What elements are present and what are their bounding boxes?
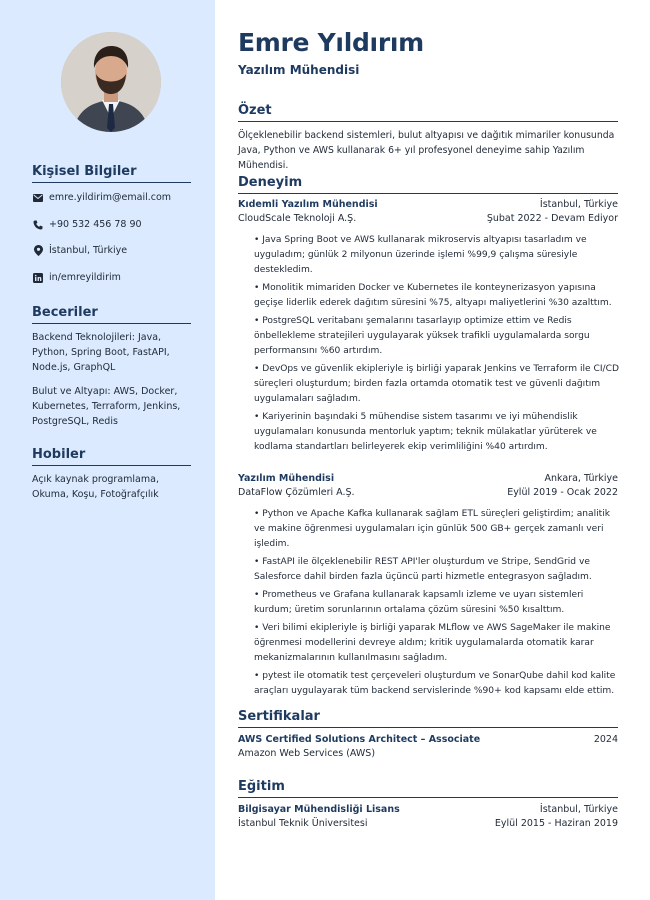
edu-school: İstanbul Teknik Üniversitesi xyxy=(238,818,368,829)
summary-text: Ölçeklenebilir backend sistemleri, bulut altyapısı ve dağıtık mimariler konusunda Java, Python ve AWS kullanarak 6+ yıl profesyonel deneyime sahip Yazılım Mühendisi. xyxy=(238,130,615,171)
skills-section xyxy=(32,305,191,429)
contact-title: Kişisel Bilgiler xyxy=(32,164,191,183)
mail-icon xyxy=(32,192,44,204)
contact-location-text: İstanbul, Türkiye xyxy=(49,245,128,256)
cert-header xyxy=(238,734,618,745)
contact-phone[interactable] xyxy=(32,218,142,231)
experience-title: Deneyim xyxy=(238,175,618,194)
job-subheader xyxy=(238,487,618,498)
job-header xyxy=(238,199,618,210)
edu-degree: Bilgisayar Mühendisliği Lisans xyxy=(238,804,400,815)
phone-icon xyxy=(32,219,44,231)
job-bullet: • pytest ile otomatik test çerçeveleri oluşturdum ve SonarQube dahil kod kalite araçları uygulayarak tüm backend servislerinde %90+ kod kapsamı elde ettim. xyxy=(254,671,616,696)
skills-title: Beceriler xyxy=(32,305,191,324)
hobbies-text: Açık kaynak programlama, Okuma, Koşu, Fotoğrafçılık xyxy=(32,474,159,500)
skill-item: Bulut ve Altyapı: AWS, Docker, Kubernetes, Terraform, Jenkins, PostgreSQL, Redis xyxy=(32,386,181,427)
cert-issuer: Amazon Web Services (AWS) xyxy=(238,748,376,759)
contact-linkedin-text: in/emreyildirim xyxy=(49,272,121,283)
job-bullet: • Prometheus ve Grafana kullanarak kapsamlı izleme ve uyarı sistemleri kurdum; üretim sorunlarının ortalama çözüm süresini %50 kısalttım. xyxy=(254,590,584,615)
job-bullet: • FastAPI ile ölçeklenebilir REST API'ler oluşturdum ve Stripe, SendGrid ve Salesforce dahil birden fazla üçüncü parti hizmetle entegrasyon sağladım. xyxy=(254,557,592,582)
contact-section xyxy=(32,164,191,183)
job-location: Ankara, Türkiye xyxy=(544,473,618,484)
job-bullet: • Python ve Apache Kafka kullanarak sağlam ETL süreçleri geliştirdim; analitik ve makine öğrenmesi uygulamaları için günlük 500 GB+ gerçek zamanlı veri işledim. xyxy=(254,509,611,549)
education-title: Eğitim xyxy=(238,779,618,798)
cert-name: AWS Certified Solutions Architect – Associate xyxy=(238,734,481,745)
contact-location xyxy=(32,244,127,257)
job-bullet: • Java Spring Boot ve AWS kullanarak mikroservis altyapısı tasarladım ve uyguladım; günlük 2 milyonun üzerinde işlemi %99,9 çalışma süresiyle destekledim. xyxy=(254,235,587,275)
edu-dates: Eylül 2015 - Haziran 2019 xyxy=(494,818,618,829)
job-subheader xyxy=(238,213,618,224)
avatar xyxy=(61,32,161,132)
certifications-title: Sertifikalar xyxy=(238,709,618,728)
cert-year: 2024 xyxy=(593,734,618,745)
person-role: Yazılım Mühendisi xyxy=(238,63,360,77)
person-name: Emre Yıldırım xyxy=(238,28,424,57)
job-dates: Eylül 2019 - Ocak 2022 xyxy=(507,487,618,498)
job-bullets xyxy=(254,233,620,458)
profile-photo xyxy=(61,32,161,132)
job-company: DataFlow Çözümleri A.Ş. xyxy=(238,487,355,498)
job-bullet: • Kariyerinin başındaki 5 mühendise sistem tasarımı ve iyi mühendislik uygulamaları konusunda mentorluk yaptım; teknik mülakatlar yürüterek ve kodlama standartları belirleyerek ekip verimliliğini %40 artırdım. xyxy=(254,412,597,452)
job-dates: Şubat 2022 - Devam Ediyor xyxy=(486,213,618,224)
job-bullet: • Veri bilimi ekipleriyle iş birliği yaparak MLflow ve AWS SageMaker ile makine öğrenmesi modellerini devreye aldım; kritik uygulamalarda otomatik karar mekanizmalarının kullanılmasını sağladım. xyxy=(254,623,611,663)
job-position: Kıdemli Yazılım Mühendisi xyxy=(238,199,378,210)
edu-subheader xyxy=(238,818,618,829)
job-company: CloudScale Teknoloji A.Ş. xyxy=(238,213,357,224)
contact-email-text: emre.yildirim@email.com xyxy=(49,192,172,203)
edu-location: İstanbul, Türkiye xyxy=(539,804,618,815)
skill-item: Backend Teknolojileri: Java, Python, Spring Boot, FastAPI, Node.js, GraphQL xyxy=(32,332,170,373)
hobbies-title: Hobiler xyxy=(32,447,191,466)
contact-phone-text: +90 532 456 78 90 xyxy=(49,219,142,230)
job-bullet: • PostgreSQL veritabanı şemalarını tasarlayıp optimize ettim ve Redis önbellekleme stratejileri uygulayarak yüksek trafikli uygulamalarda sorgu performansını %60 artırdım. xyxy=(254,316,590,356)
contact-email[interactable] xyxy=(32,191,171,204)
contact-linkedin[interactable] xyxy=(32,271,121,284)
edu-header xyxy=(238,804,618,815)
summary-title: Özet xyxy=(238,103,618,122)
linkedin-icon xyxy=(32,272,44,284)
cert-subheader xyxy=(238,748,618,759)
job-bullet: • Monolitik mimariden Docker ve Kubernetes ile konteynerizasyon yapısına geçişe liderlik ederek dağıtım süresini %75, altyapı maliyetlerini %30 azalttım. xyxy=(254,283,612,308)
job-bullets xyxy=(254,507,620,702)
location-pin-icon xyxy=(32,245,44,257)
job-position: Yazılım Mühendisi xyxy=(238,473,335,484)
job-bullet: • DevOps ve güvenlik ekipleriyle iş birliği yaparak Jenkins ve Terraform ile CI/CD süreçleri oluşturdum; birden fazla ortamda otomatik test ve güvenli dağıtım uygulamaları sağladım. xyxy=(254,364,619,404)
hobbies-section xyxy=(32,447,191,502)
job-location: İstanbul, Türkiye xyxy=(539,199,618,210)
job-header xyxy=(238,473,618,484)
